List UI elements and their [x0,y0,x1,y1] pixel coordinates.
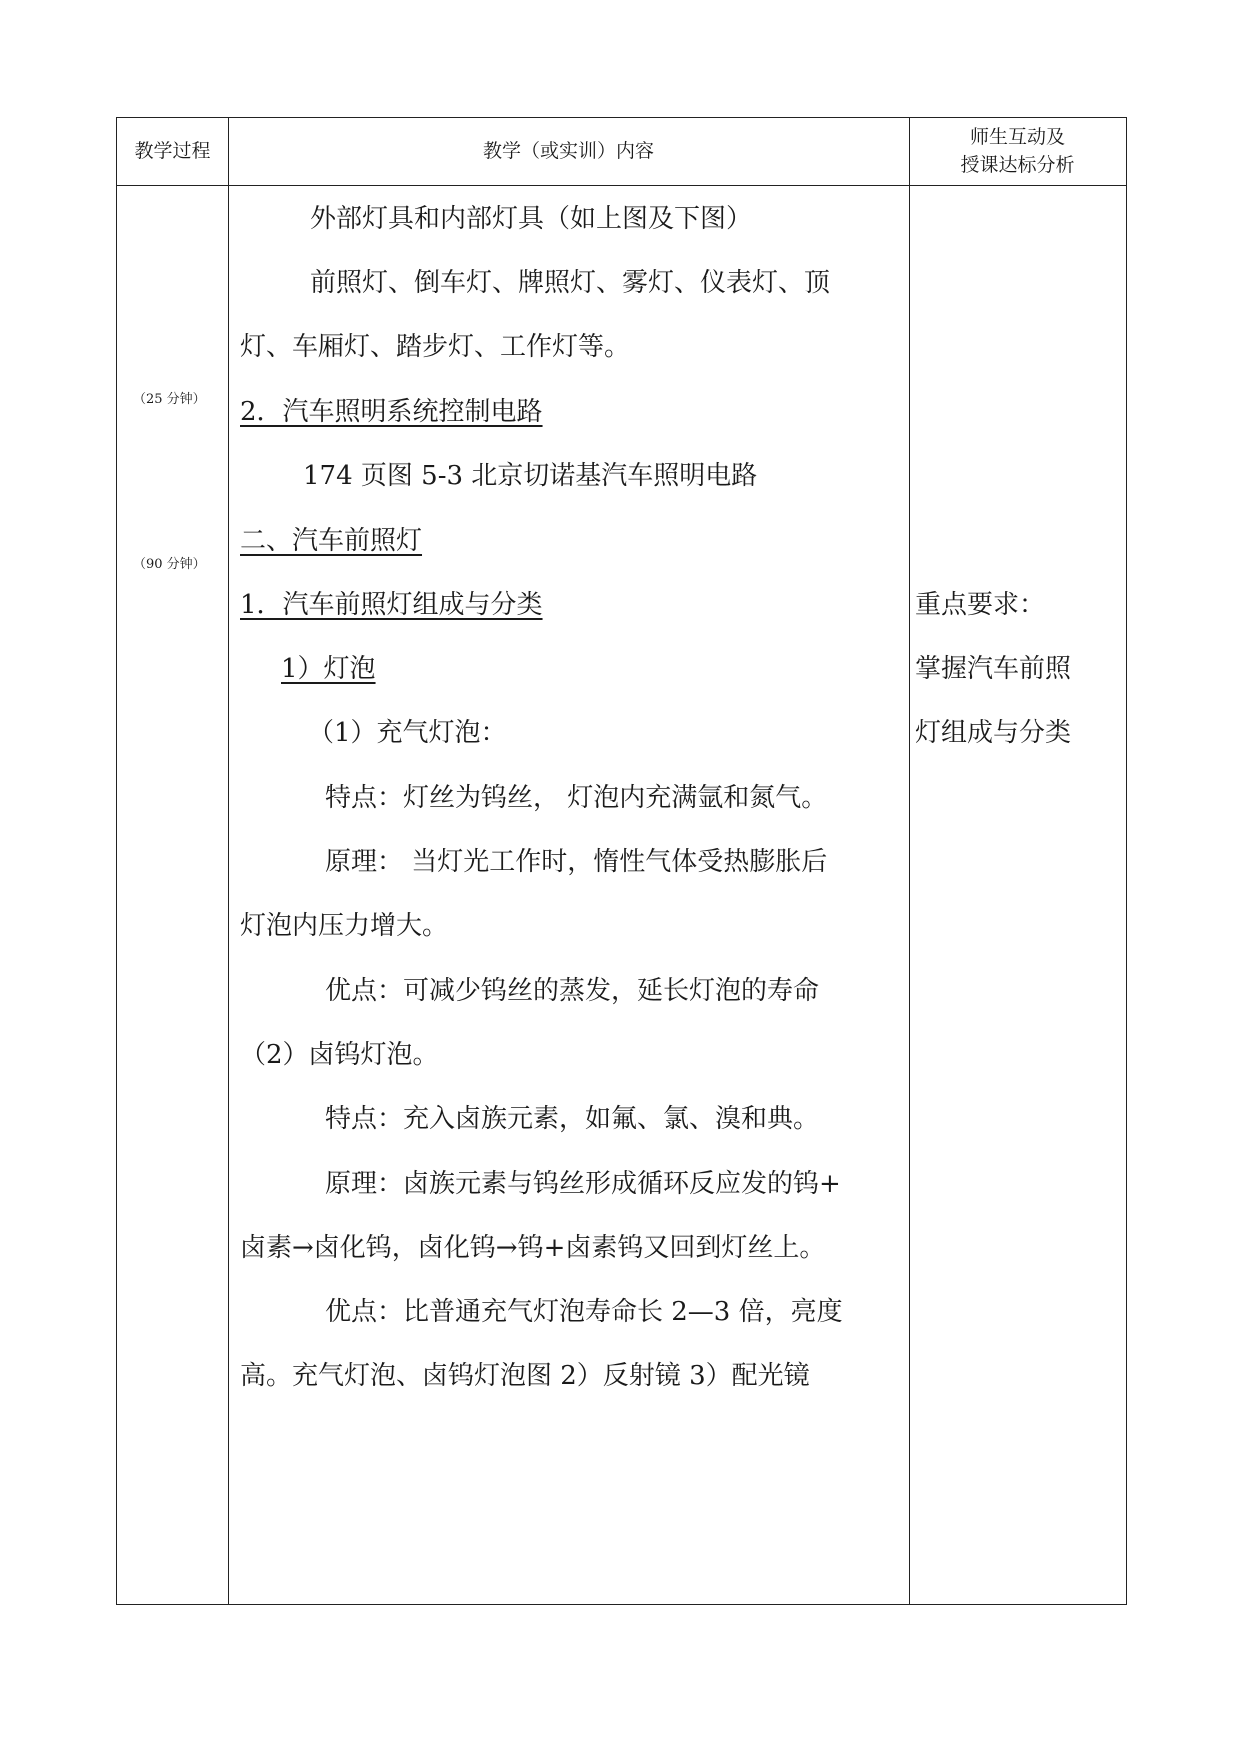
header-teaching-process: 教学过程 [134,140,211,162]
time-marker-90min: （90 分钟） [133,557,206,572]
content-line: 前照灯、倒车灯、牌照灯、雾灯、仪表灯、顶 [310,268,831,298]
section-heading-headlights: 二、汽车前照灯 [240,526,423,556]
time-marker-25min: （25 分钟） [133,392,206,407]
content-line: 卤素→卤化钨，卤化钨→钨+卤素钨又回到灯丝上。 [240,1233,826,1263]
analysis-line: 重点要求： [915,590,1046,620]
content-line: 灯泡内压力增大。 [240,911,449,941]
content-line: 外部灯具和内部灯具（如上图及下图） [310,204,753,234]
section-heading-control-circuit: 2．汽车照明系统控制电路 [240,397,543,427]
column-divider [909,118,910,1604]
content-line: （2）卤钨灯泡。 [240,1040,439,1070]
header-divider [117,185,1126,186]
section-heading-composition: 1．汽车前照灯组成与分类 [240,590,543,620]
content-line: 原理： 当灯光工作时，惰性气体受热膨胀后 [325,847,828,877]
content-line: 高。充气灯泡、卤钨灯泡图 2）反射镜 3）配光镜 [240,1361,810,1391]
analysis-line: 掌握汽车前照 [915,654,1072,684]
header-teaching-content: 教学（或实训）内容 [482,140,654,162]
analysis-line: 灯组成与分类 [915,718,1072,748]
header-interaction-analysis: 师生互动及 授课达标分析 [960,126,1075,176]
content-line: 灯、车厢灯、踏步灯、工作灯等。 [240,332,631,362]
content-line: 优点：可减少钨丝的蒸发，延长灯泡的寿命 [325,976,820,1006]
content-line: 原理：卤族元素与钨丝形成循环反应发的钨+ [325,1169,841,1199]
content-line: （1）充气灯泡： [308,718,507,748]
content-line: 优点：比普通充气灯泡寿命长 2—3 倍，亮度 [325,1297,843,1327]
subsection-heading-bulb: 1）灯泡 [281,654,376,684]
column-divider [228,118,229,1604]
content-line: 174 页图 5-3 北京切诺基汽车照明电路 [303,461,758,491]
content-line: 特点：充入卤族元素，如氟、氯、溴和典。 [325,1104,820,1134]
content-line: 特点：灯丝为钨丝， 灯泡内充满氩和氮气。 [325,783,828,813]
